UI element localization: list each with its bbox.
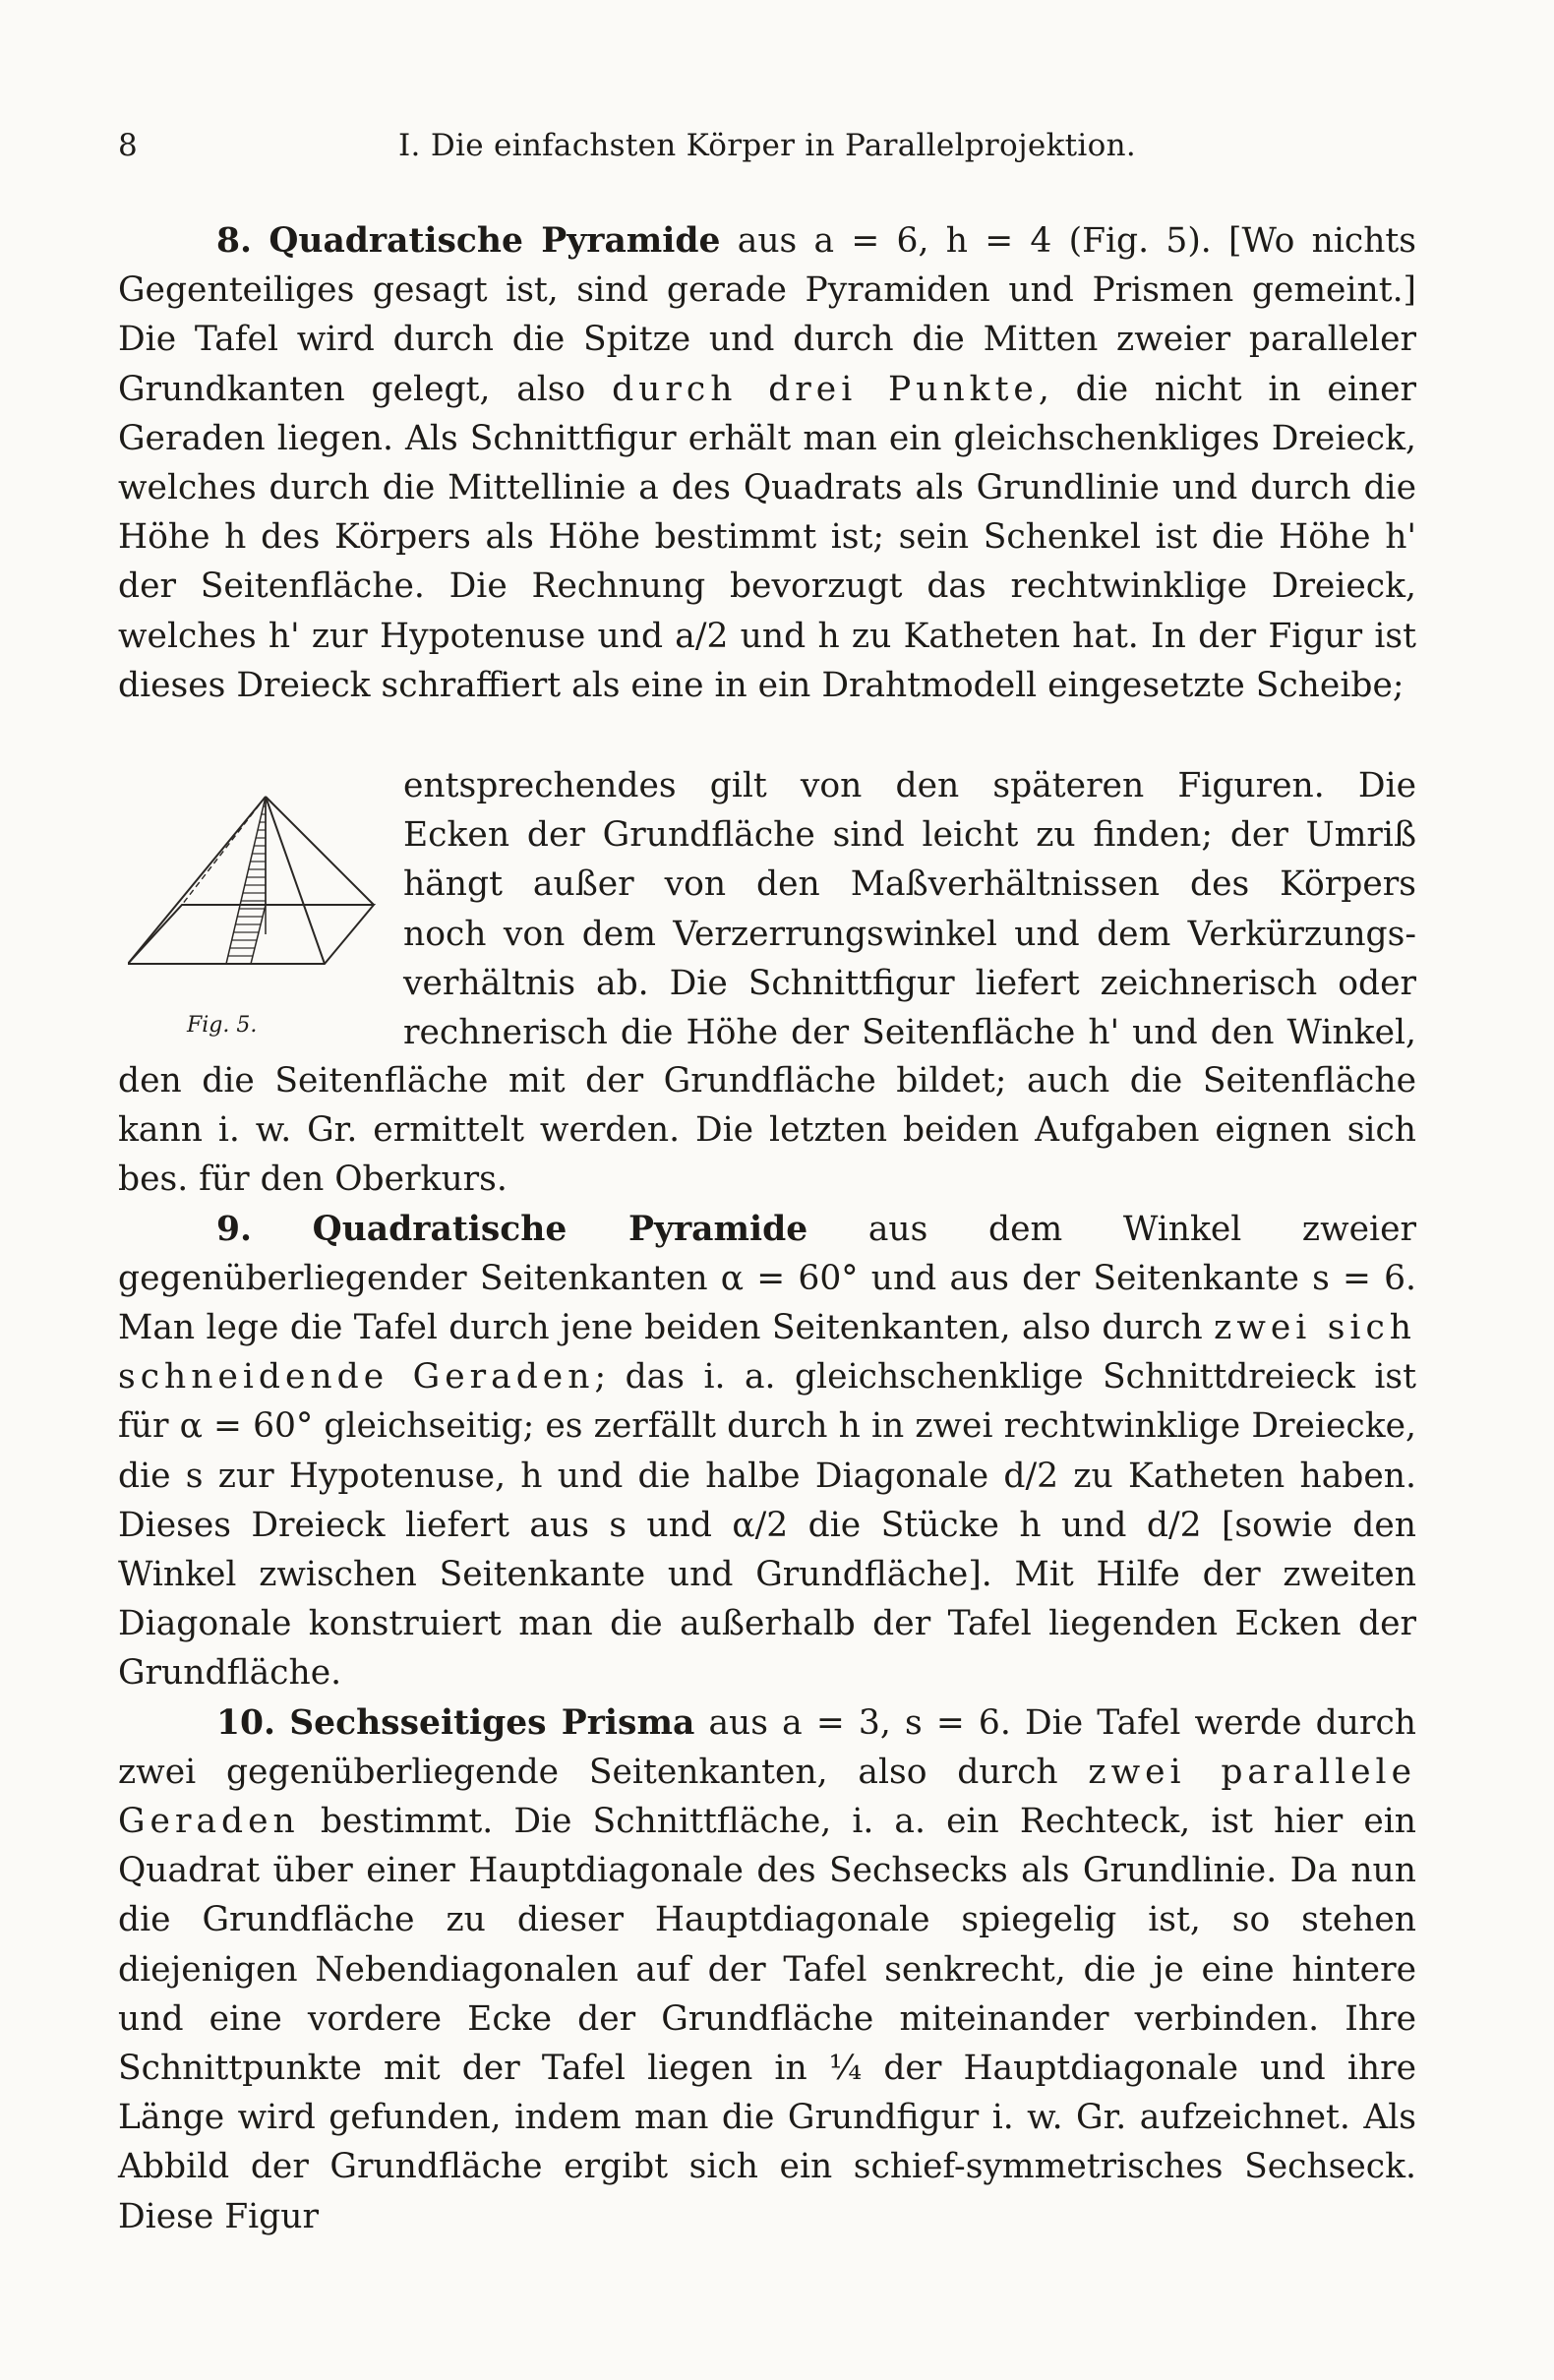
section-title: Quadratische Pyramide: [312, 1209, 808, 1249]
section-8-paragraph: [118, 216, 1416, 710]
section-8-text: [118, 216, 1416, 710]
section-number: 8.: [216, 221, 253, 261]
emphasized-text: zwei sich schneidende Geraden: [118, 1308, 1417, 1398]
section-text: aus dem Winkel zweier gegenüberliegender Seitenkanten α = 60° und aus der Seitenkante s = 6. Man lege die Tafel durch jene beiden Seitenkanten, also durch: [118, 1209, 1417, 1348]
emphasized-text: zwei parallele Geraden: [118, 1752, 1417, 1842]
section-text: , die nicht in einer Geraden liegen. Als Schnittfigur erhält man ein gleichschenkliges Dreieck, welches durch die Mittellinie a des Quadrats als Grundlinie und durch die Höhe h des Körpers als Höhe bestimmt ist; sein Schenkel ist die Höhe h' der Seitenfläche. Die Rechnung bevorzugt das rechtwinklige Dreieck, welches h' zur Hypotenuse und a/2 und h zu Katheten hat. In der Figur ist dieses Dreieck schraffiert als eine in ein Drahtmodell eingesetzte Scheibe;: [118, 369, 1416, 705]
section-text: bestimmt. Die Schnittfläche, i. a. ein Rechteck, ist hier ein Quadrat über einer Hauptdiagonale des Sechsecks als Grundlinie. Da nun die Grundfläche zu dieser Hauptdiagonale spiegelig ist, so stehen diejenigen Nebendiagonalen auf der Tafel senkrecht, die je eine hintere und eine vordere Ecke der Grundfläche miteinander verbinden. Ihre Schnittpunkte mit der Tafel liegen in ¼ der Hauptdiagonale und ihre Länge wird gefunden, indem man die Grundfigur i. w. Gr. aufzeichnet. Als Abbild der Grundfläche ergibt sich ein schief-symmetrisches Sechseck. Diese Figur: [118, 1802, 1416, 2236]
text-line: Ecken der Grundfläche sind leicht zu finden; der Umriß: [403, 815, 1416, 856]
emphasized-text: durch drei Punkte: [612, 369, 1039, 409]
section-text: ; das i. a. gleichschenklige Schnittdreieck ist für α = 60° gleichseitig; es zerfällt durch h in zwei rechtwinklige Dreiecke, die s zur Hypotenuse, h und die halbe Diagonale d/2 zu Katheten haben. Dieses Dreieck liefert aus s und α/2 die Stücke h und d/2 [sowie den Winkel zwischen Seitenkante und Grundfläche]. Mit Hilfe der zweiten Diagonale konstruiert man die außerhalb der Tafel liegenden Ecken der Grundfläche.: [118, 1357, 1417, 1694]
running-title: I. Die einfachsten Körper in Parallelprojektion.: [397, 128, 1137, 163]
page-number: 8: [118, 128, 138, 163]
text-line: entsprechendes gilt von den späteren Figuren. Die: [403, 766, 1416, 805]
section-title: Sechsseitiges Prisma: [289, 1702, 695, 1743]
text-line: hängt außer von den Maßverhältnissen des Körpers: [403, 864, 1416, 905]
section-9-paragraph: [118, 1205, 1416, 1698]
section-text: aus a = 6, h = 4 (Fig. 5). [Wo nichts Gegenteiliges gesagt ist, sind gerade Pyramiden und Prismen gemeint.] Die Tafel wird durch die Spitze und durch die Mitten zweier paralleler Grundkanten gelegt, also: [118, 221, 1416, 409]
section-number: 10.: [216, 1702, 276, 1743]
sections-9-10-text: [118, 1056, 1416, 2241]
section-8-tail: den die Seitenfläche mit der Grundfläche bildet; auch die Seitenfläche kann i. w. Gr. ermittelt werden. Die letzten beiden Aufgaben eignen sich bes. für den Oberkurs.: [118, 1061, 1416, 1200]
text-line: rechnerisch die Höhe der Seitenfläche h' und den Winkel,: [403, 1012, 1416, 1052]
figure-caption: Fig. 5.: [187, 1013, 258, 1038]
section-10-paragraph: [118, 1698, 1416, 2241]
text-line: verhältnis ab. Die Schnittfigur liefert zeichnerisch oder: [403, 963, 1416, 1003]
section-text: aus a = 3, s = 6. Die Tafel werde durch zwei gegenüberliegende Seitenkanten, also durch: [118, 1702, 1416, 1792]
section-title: Quadratische Pyramide: [269, 221, 721, 261]
section-number: 9.: [216, 1209, 253, 1249]
text-line: noch von dem Verzerrungswinkel und dem Verkürzungs-: [403, 914, 1416, 954]
page-header: [118, 128, 1416, 167]
section-8-wrapped-text: [118, 761, 1416, 1057]
